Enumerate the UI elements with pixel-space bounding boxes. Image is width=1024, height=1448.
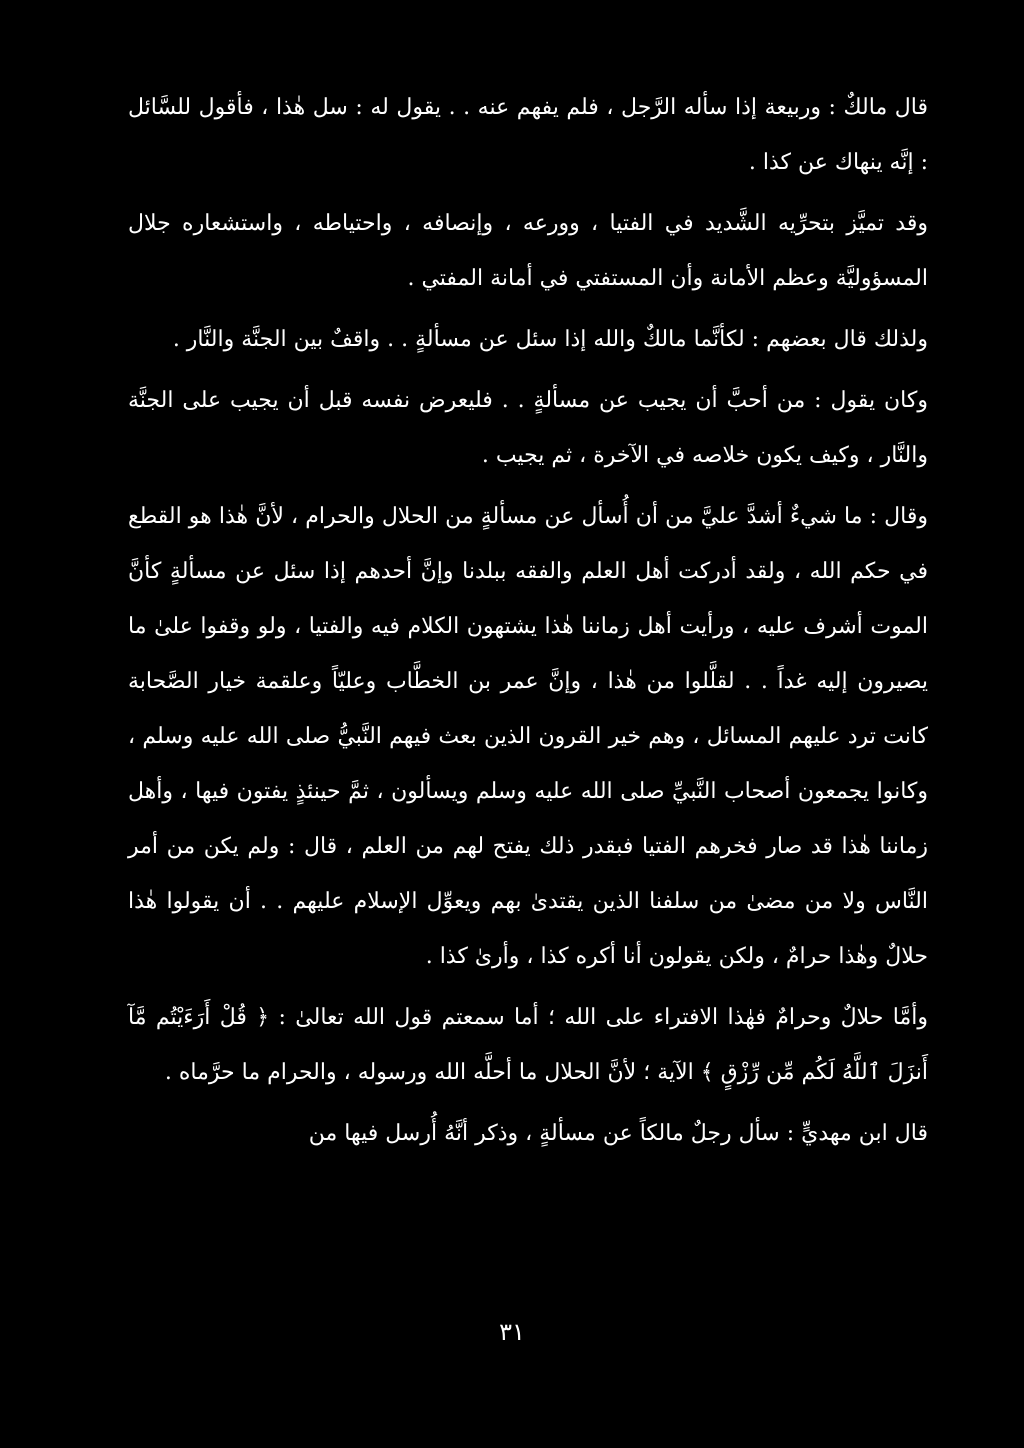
page-number: ٣١ [499,1318,525,1346]
paragraph-halal-and-haram: وقال : ما شيءٌ أشدَّ عليَّ من أن أُسأل عن مسألةٍ من الحلال والحرام ، لأنَّ هٰذا هو القطع في حكم الله ، ولقد أدركت أهل العلم والفقه ببلدنا وإنَّ أحدهم إذا سئل عن مسألةٍ كأنَّ الموت أشرف عليه ، ورأيت أهل زماننا هٰذا يشتهون الكلام فيه والفتيا ، ولو وقفوا علىٰ ما يصيرون إليه غداً . . لقلَّلوا من هٰذا ، وإنَّ عمر بن الخطَّاب وعليّاً وعلقمة خيار الصَّحابة كانت ترد عليهم المسائل ، وهم خير القرون الذين بعث فيهم النَّبيُّ صلى الله عليه وسلم ، وكانوا يجمعون أصحاب النَّبيِّ صلى الله عليه وسلم ويسألون ، ثمَّ حينئذٍ يفتون فيها ، وأهل زماننا هٰذا قد صار فخرهم الفتيا فبقدر ذلك يفتح لهم من العلم ، قال : ولم يكن من أمر النَّاس ولا من مضىٰ من سلفنا الذين يقتدىٰ بهم ويعوِّل الإسلام عليهم . . أن يقولوا هٰذا حلالٌ وهٰذا حرامٌ ، ولكن يقولون أنا أكره كذا ، وأرىٰ كذا . [128,504,928,969]
page-body-text [128,80,928,1161]
paragraph-who-loves-to-answer: وكان يقول : من أحبَّ أن يجيب عن مسألةٍ . . فليعرض نفسه قبل أن يجيب على الجنَّة والنَّار ، وكيف يكون خلاصه في الآخرة ، ثم يجيب . [128,388,928,468]
paragraph-malik-rabia: قال مالكٌ : وربيعة إذا سأله الرَّجل ، فلم يفهم عنه . . يقول له : سل هٰذا ، فأقول للسَّائل : إنَّه ينهاك عن كذا . [128,95,928,175]
paragraph-quran-verse: وأمَّا حلالٌ وحرامٌ فهٰذا الافتراء على الله ؛ أما سمعتم قول الله تعالىٰ : ﴿ قُلْ أَرَءَيْتُم مَّآ أَنزَلَ ٱللَّهُ لَكُم مِّن رِّزْقٍ ﴾ الآية ؛ لأنَّ الحلال ما أحلَّه الله ورسوله ، والحرام ما حرَّماه . [128,1005,928,1085]
paragraph-ibn-mahdi: قال ابن مهديٍّ : سأل رجلٌ مالكاً عن مسألةٍ ، وذكر أنَّهُ أُرسل فيها من [308,1121,928,1146]
paragraph-caution-in-fatwa: وقد تميَّز بتحرِّيه الشَّديد في الفتيا ، وورعه ، وإنصافه ، واحتياطه ، واستشعاره جلال المسؤوليَّة وعظم الأمانة وأن المستفتي في أمانة المفتي . [128,211,928,291]
paragraph-between-paradise-and-fire: ولذلك قال بعضهم : لكأنَّما مالكٌ والله إذا سئل عن مسألةٍ . . واقفٌ بين الجنَّة والنَّار . [172,327,928,352]
